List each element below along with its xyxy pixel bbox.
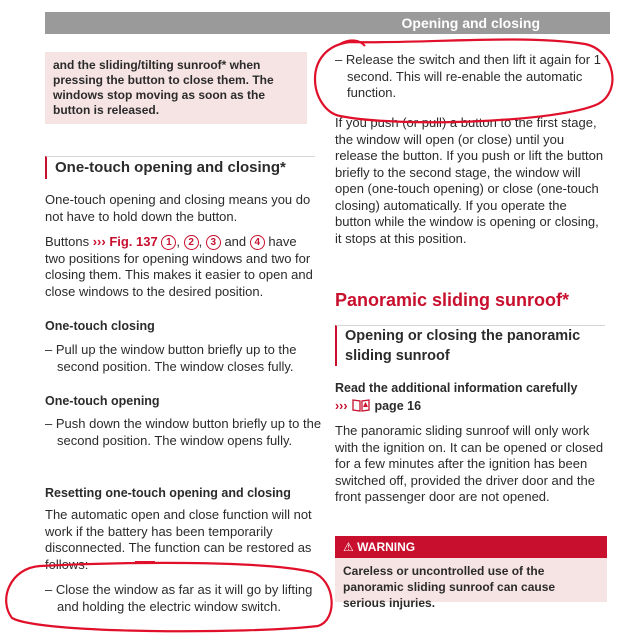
reset-title: Resetting one-touch opening and closing (45, 486, 291, 500)
book-warning-icon (351, 398, 371, 412)
warning-header (335, 536, 607, 558)
read-info-arrows: ››› (335, 399, 348, 413)
figure-reference-link[interactable]: ››› Fig. 137 (92, 234, 158, 249)
warning-body: Careless or uncontrolled use of the panoramic sliding sunroof can cause serious injuries. (335, 558, 607, 602)
note-box: and the sliding/tilting sunroof* when pressing the button to close them. The windows stop moving as soon as the button is released. (45, 52, 307, 124)
buttons-prefix: Buttons (45, 234, 90, 249)
opening-step: – Push down the window button briefly up to the second position. The window opens fully. (45, 416, 322, 448)
read-info-reference[interactable] (335, 398, 605, 415)
section-title-one-touch: One-touch opening and closing* (45, 156, 315, 179)
button-4-badge: 4 (250, 235, 265, 250)
read-info-page: page 16 (374, 399, 422, 413)
closing-title: One-touch closing (45, 319, 155, 333)
release-step: – Release the switch and then lift it again for 1 second. This will re-enable the automatic function. (335, 52, 601, 100)
stage-paragraph: If you push (or pull) a button to the first stage, the window will open (or close) until you release the button. If you push or lift the button briefly to the second stage, the window will open (one-touch opening) or close (one-touch closing) automatically. If you operate the button while the window is opening or closing, it stops at this position. (335, 115, 604, 246)
panoramic-subsection-title: Opening or closing the panoramic sliding sunroof (335, 325, 605, 366)
button-3-badge: 3 (206, 235, 221, 250)
buttons-rest: have two positions for opening windows and two for closing them. This makes it easier to open and close windows to the desired position. (45, 234, 313, 299)
button-1-badge: 1 (161, 235, 176, 250)
annotation-tick-top (340, 40, 365, 46)
warning-label: WARNING (357, 540, 416, 554)
page-header (45, 12, 610, 34)
reset-paragraph: The automatic open and close function will not work if the battery has been temporarily disconnected. The function can be restored as follows: (45, 507, 312, 572)
read-info-title: Read the additional information carefully (335, 381, 578, 395)
intro-paragraph: One-touch opening and closing means you do not have to hold down the button. (45, 192, 311, 224)
closing-step: – Pull up the window button briefly up to the second position. The window closes fully. (45, 342, 297, 374)
reset-step: – Close the window as far as it will go by lifting and holding the electric window switch. (45, 582, 313, 614)
warning-icon: ⚠ (343, 540, 354, 554)
opening-title: One-touch opening (45, 394, 160, 408)
buttons-paragraph: Buttons ››› Fig. 137 1 , 2 , 3 and 4 have two positions for opening windows and two for closing them. This makes it easier to open and close windows to the desired position. (45, 234, 313, 299)
sunroof-paragraph: The panoramic sliding sunroof will only work with the ignition on. It can be opened or closed for a few minutes after the ignition has been switched off, provided the driver door and the front passenger door are not opened. (335, 423, 604, 504)
header-title: Opening and closing (401, 15, 540, 31)
button-2-badge: 2 (184, 235, 199, 250)
panoramic-section-title: Panoramic sliding sunroof* (335, 290, 570, 310)
